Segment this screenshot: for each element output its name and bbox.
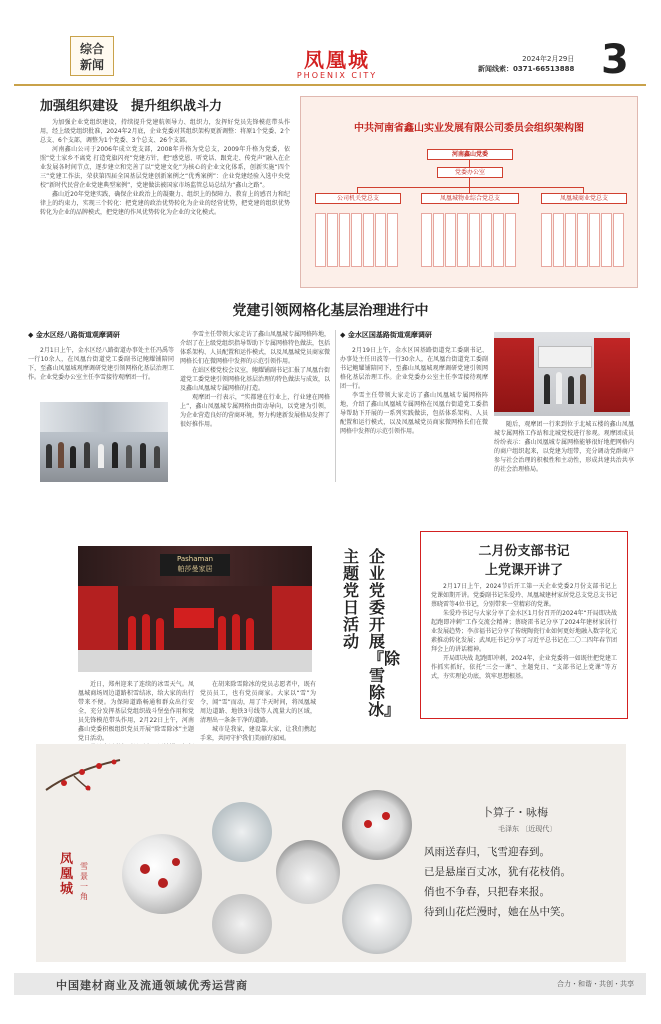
section-badge-line2: 新闻	[79, 58, 104, 72]
article3-vertical-title	[368, 547, 401, 719]
article1-body	[40, 118, 290, 217]
article2-right-subhead: ◆ 金水区国基路街道观摩调研	[340, 331, 432, 339]
footer-slogan: 中国建材商业及流通领域优秀运营商	[56, 979, 248, 992]
poem-line: 风雨送春归，飞雪迎春到。	[424, 846, 550, 858]
article2-paragraph: 2月1日上午，金水区经八路街道办事处主任冯禹等一行10余人，在凤凰台街道党工委副书记鲍耀铺陪同下，至鑫山凤凰城观摩调研党建引领网格化基层治理工作。企业党委办公室主任李雪接待观摩团一行。	[28, 347, 174, 381]
article2-paragraph: 李雪主任带领大家走访了鑫山凤凰城专属网格阵地，介绍了鑫山凤凰城专属网格在凤凰台街道党工委指导帮助下开展的一系列实践做法，包括体系架构、人员配置和运行模式，以及凤凰城党员商家微网格长们在微网格中发挥的示范引领作用。	[340, 392, 488, 435]
poem-brand-sub: 雪景一角	[80, 862, 88, 901]
org-sub-unit	[577, 213, 588, 267]
org-connector	[469, 159, 470, 167]
org-connector	[469, 177, 470, 187]
article3-title-sub: 主题党日活动	[342, 547, 359, 651]
org-sub-unit	[553, 213, 564, 267]
page-footer	[14, 973, 646, 995]
org-chart	[300, 96, 638, 288]
section-badge-line1: 综合	[79, 42, 104, 56]
photo-grid-visit	[40, 402, 168, 482]
org-branch-node: 凤凰城物业综合党总支	[421, 193, 519, 204]
org-sub-unit	[541, 213, 552, 267]
org-sub-unit	[445, 213, 456, 267]
news-hotline: 新闻线索：0371-66513888	[478, 65, 575, 73]
article3-paragraph: 在胡来除雪除冰的党员志愿者中，既有党员员工，也有党员商家。大家以“雪”为令，闻“雪”而动，用了半天时间，将凤凰城周边道路、地铁3号线等人流量大的区域，清理出一条条干净的道路。	[200, 681, 316, 724]
article2-left-col2	[180, 330, 330, 429]
article1-paragraph: 河南鑫山公司于2006年成立党支部，2008年升格为党总支，2009年升格为党委，依照“党土家乡不离党 打造党旗闪亮”党建方针，把“感党恩、听党话、跟党走、传党声”融入在企业发展各时间节点，逐步建立和完善了以“党建文化”为核心的企业文化体系，创新实施“四个三”党建工作法，荣获第四届全国基层党建创新案例之“优秀案例”：企业党建经验入选中央党校“新时代民营企业党建典型案例”，党建做法被国家市场监管总局总结为“鑫山之路”。	[40, 146, 290, 189]
poem-author: 毛泽东 〔近现代〕	[498, 825, 557, 833]
org-sub-unit	[433, 213, 444, 267]
org-sub-unit	[589, 213, 600, 267]
article3-paragraph: 近日，郑州迎来了连续的冰雪天气。凤凰城商场周边道路积雪结冰，给大家的出行带来不便。为保障道路畅通和群众出行安全，充分发挥基层党组织战斗堡垒作用和党员先锋模范带头作用，2月22日上午，河南鑫山党委积极组织党员开展“除雪除冰”主题党日活动。	[78, 681, 194, 742]
article1-paragraph: 为加强企业党组织建设，持续提升党建航领导力、组织力，发挥好党员先锋模范带头作用，经上级党组织批准，2024年2月底，企业党委对其组织架构更新调整：将原1个党委、2个总支、6个支部，调整为1个党委、3个总支、26个支部。	[40, 119, 290, 144]
article2-right-col2	[494, 420, 634, 474]
article3-col2	[200, 680, 316, 743]
org-sub-unit	[339, 213, 350, 267]
org-sub-unit	[421, 213, 432, 267]
article2-right-col	[340, 330, 488, 436]
org-sub-unit	[327, 213, 338, 267]
snow-photo	[212, 802, 272, 862]
article1-title: 加强组织建设 提升组织战斗力	[40, 99, 223, 114]
org-sub-unit	[387, 213, 398, 267]
logo-text-en: PHOENIX CITY	[296, 71, 378, 80]
snow-photo	[342, 790, 412, 860]
party-lesson-paragraph: 开局即决战 起跑即冲刺，2024年，企业党委将一如既往把党建工作抓实抓好，依托“三会一课”、主题党日、“支部书记上党课”等方式，夯实理论功底，筑牢思想根基。	[431, 655, 617, 680]
article2-paragraph: 在站区楼党校会议室，鲍耀铺副书记汇报了凤凰台街道党工委党建引领网格化基层治理的特色做法与成效，以及鑫山凤凰城专属网格的打造。	[180, 367, 331, 392]
org-sub-unit	[469, 213, 480, 267]
poem-line: 已是悬崖百丈冰，犹有花枝俏。	[424, 866, 571, 878]
org-sub-unit	[315, 213, 326, 267]
snow-photo	[212, 894, 272, 954]
org-branch-node: 公司机关党总支	[315, 193, 401, 204]
snow-photo	[276, 840, 340, 904]
poem-lines	[424, 842, 622, 922]
poem-title: 卜算子・咏梅	[482, 806, 548, 819]
party-lesson-title-1: 二月份支部书记	[478, 544, 570, 559]
section-badge	[70, 36, 114, 76]
photo-sign-en: Pashaman	[176, 555, 214, 563]
logo-text-cn: 凤凰城	[304, 48, 370, 72]
party-lesson-paragraph: 朱爱玲书记与大家分享了金水区1月份召开的2024年“开局即决战 起跑即冲刺”工作交流会精神；蔡晓雷书记分享了2024年建材家居行业发展趋势；李彦福书记分享了传统陶瓷行业如何更好地融入数字化元素推动转化发展；武凤旺书记分享了习近平总书记在二〇二四年春节团拜会上的讲话精神。	[431, 610, 618, 653]
org-branch-node: 凤凰城商业党总支	[541, 193, 627, 204]
article2-paragraph: 2月19日上午，金水区国基路街道党工委副书记、办事处主任田波等一行30余人，在凤凰台街道党工委副书记鲍耀铺陪同下，至鑫山凤凰城观摩调研党建引领网格化基层治理工作。企业党委办公室主任李雪接待观摩团一行。	[340, 347, 488, 390]
article2-left-subhead: ◆ 金水区经八路街道观摩调研	[28, 331, 120, 339]
article3-paragraph: 城市是我家，建设靠大家，让我们携起手来，共同守护我们美丽的家园。	[200, 726, 316, 742]
poem-brand-vertical: 凤凰城	[60, 852, 74, 897]
org-sub-unit	[505, 213, 516, 267]
article2-title: 党建引领网格化基层治理进行中	[232, 303, 429, 319]
party-lesson-box	[420, 531, 628, 719]
party-lesson-title-2: 上党课开讲了	[484, 563, 563, 578]
org-sub-unit	[613, 213, 624, 267]
article2-paragraph: 李雪主任带领大家走访了鑫山凤凰城专属网格阵地，介绍了在上级党组织指导帮助下专属网格特色做法，包括体系架构、人员配置和运作模式，以及凤凰城党员商家微网格长们在微网格中发挥的示范引领作用。	[180, 331, 331, 365]
poem-line: 待到山花烂漫时，她在丛中笑。	[424, 906, 571, 918]
snow-photo	[122, 834, 202, 914]
poem-line: 俏也不争春，只把春来报。	[424, 886, 550, 898]
article3-title-main: 企业党委开展『除雪除冰』	[368, 547, 401, 719]
article2-paragraph: 随后，观摩团一行来到位于北城五楼的鑫山凤凰城专属网格工作站和北城党校进行参观。观摩团成员纷纷表示：鑫山凤凰城专属网格能够很好地把网格内的商户组织起来，以党建为纽带，充分调动党群商户参与社会治理的积极性和主动性，形成共建共治共享的社会治理格局。	[494, 421, 634, 473]
org-sub-unit	[565, 213, 576, 267]
org-sub-unit	[493, 213, 504, 267]
org-chart-title: 中共河南省鑫山实业发展有限公司委员会组织架构图	[354, 123, 584, 134]
org-sub-unit	[601, 213, 612, 267]
org-sub-unit	[375, 213, 386, 267]
article1-paragraph: 鑫山近20年党建实践，确保企业政治上的凝聚力、组织上的保障力、教育上的感召力和纪律上的约束力，实现三个转化：把党建的政治优势转化为企业的经营优势，把党建的组织优势转化为企业的品牌模式，把党建的作风优势转化为企业的文化模式。	[40, 191, 290, 216]
page-number: 3	[601, 37, 629, 83]
footer-motto: 合力・和谐・共创・共享	[557, 980, 634, 988]
org-sub-unit	[351, 213, 362, 267]
article3-vertical-subtitle	[342, 548, 360, 650]
article2-left-col	[28, 330, 174, 382]
org-connector	[357, 187, 583, 188]
column-divider	[335, 330, 336, 482]
masthead-logo	[292, 44, 382, 80]
photo-grid-workstation	[494, 332, 630, 416]
photo-snow-clearing	[78, 546, 312, 672]
snow-photo	[342, 884, 412, 954]
org-sub-unit	[481, 213, 492, 267]
poem-section	[36, 744, 626, 962]
article2-paragraph: 观摩团一行表示，“实都建在行业上，行业建在网格上”，鑫山凤凰城专属网格由街动导向，以党建为引领，为企业营造良好的营商环境，努力构建新发展格局发挥了很好推作用。	[180, 394, 331, 428]
header-meta	[478, 54, 574, 74]
photo-sign-cn: 帕莎曼家居	[177, 565, 213, 573]
org-sub-unit	[457, 213, 468, 267]
party-lesson-paragraph: 2月17日上午，2024节后开工第一天企业党委2月份支部书记上党课如期开讲。党委副书记朱爱玲、凤凰城建材家居党总支党总支书记蔡晓雷等4位书记，分别带来一堂精彩的党课。	[431, 583, 618, 608]
org-office-node: 党委办公室	[437, 167, 503, 178]
plum-branch-icon	[44, 750, 124, 800]
org-root-node: 河南鑫山党委	[427, 149, 513, 160]
issue-date: 2024年2月29日	[522, 55, 575, 63]
org-sub-unit	[363, 213, 374, 267]
header-rule	[14, 84, 646, 86]
